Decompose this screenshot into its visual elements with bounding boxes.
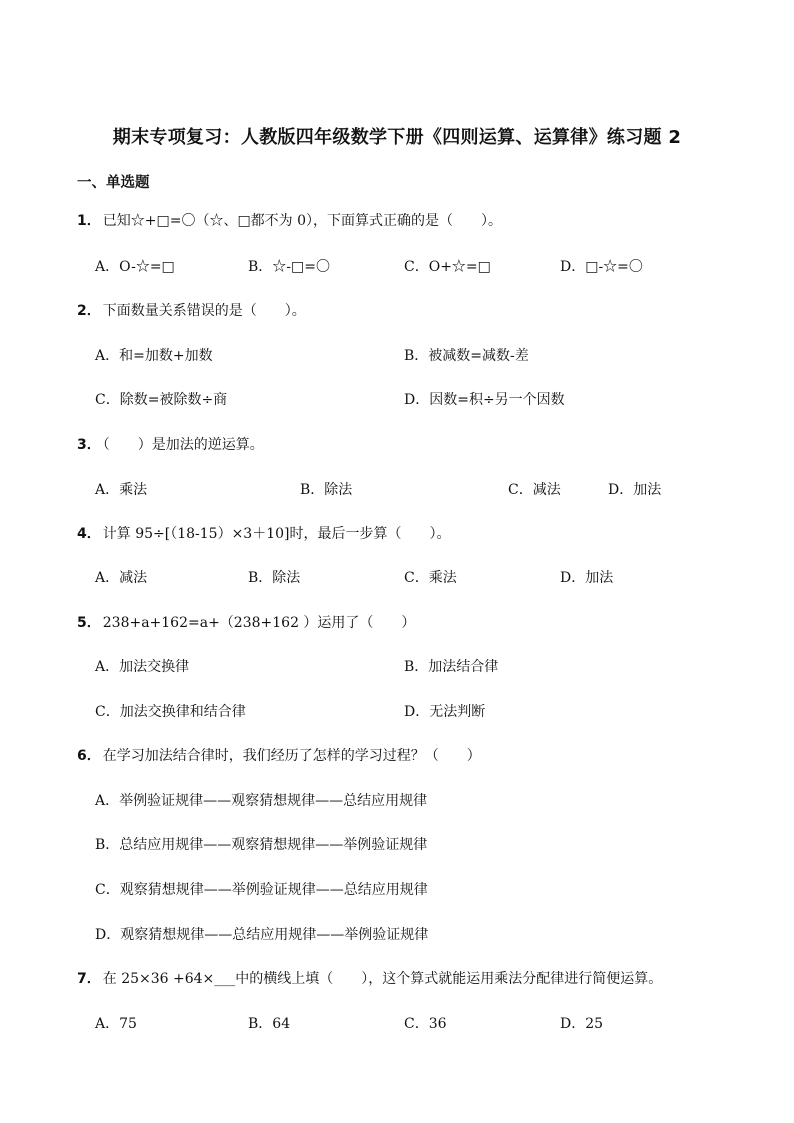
question-4 <box>77 523 450 543</box>
question-text: 在学习加法结合律时，我们经历了怎样的学习过程？（ ） <box>102 748 481 764</box>
q7-option-d[interactable]: D．25 <box>560 1016 604 1032</box>
question-2 <box>77 300 306 320</box>
question-text: 计算 95÷[（18-15）×3＋10]时，最后一步算（ ）。 <box>102 526 451 542</box>
question-number: 6． <box>77 748 101 764</box>
q1-option-b[interactable]: B．☆-□=〇 <box>248 259 330 275</box>
q5-option-d[interactable]: D．无法判断 <box>404 704 486 720</box>
question-number: 1． <box>77 213 101 229</box>
q3-option-b[interactable]: B．除法 <box>300 482 353 498</box>
question-text: （ ）是加法的逆运算。 <box>102 437 264 453</box>
section-heading: 一、单选题 <box>77 175 150 191</box>
q3-option-a[interactable]: A．乘法 <box>95 482 148 498</box>
question-7 <box>77 968 662 988</box>
question-text: 已知☆+□=〇（☆、□都不为 0），下面算式正确的是（ ）。 <box>102 213 503 229</box>
q4-option-d[interactable]: D．加法 <box>560 570 614 586</box>
q6-option-a[interactable]: A．举例验证规律——观察猜想规律——总结应用规律 <box>95 793 428 809</box>
question-number: 4． <box>77 526 101 542</box>
question-number: 5． <box>77 615 101 631</box>
page-title: 期末专项复习：人教版四年级数学下册《四则运算、运算律》练习题 2 <box>112 127 682 148</box>
q4-option-a[interactable]: A．减法 <box>95 570 148 586</box>
question-number: 3． <box>77 437 101 453</box>
q1-option-c[interactable]: C．O+☆=□ <box>404 259 491 275</box>
q1-option-a[interactable]: A．O-☆=□ <box>95 259 175 275</box>
q7-option-a[interactable]: A．75 <box>95 1016 137 1032</box>
q1-option-d[interactable]: D．□-☆=〇 <box>560 259 643 275</box>
question-1 <box>77 210 502 230</box>
question-text: 238+a+162=a+（238+162 ）运用了（ ） <box>102 615 416 631</box>
q6-option-b[interactable]: B．总结应用规律——观察猜想规律——举例验证规律 <box>95 837 428 853</box>
q6-option-c[interactable]: C．观察猜想规律——举例验证规律——总结应用规律 <box>95 882 428 898</box>
question-text: 在 25×36 +64×___中的横线上填（ ），这个算式就能运用乘法分配律进行简便运算。 <box>102 971 663 987</box>
question-5 <box>77 612 415 632</box>
q5-option-c[interactable]: C．加法交换律和结合律 <box>95 704 246 720</box>
question-number: 2． <box>77 303 101 319</box>
question-3 <box>77 434 264 454</box>
q3-option-c[interactable]: C．减法 <box>508 482 561 498</box>
q5-option-a[interactable]: A．加法交换律 <box>95 659 190 675</box>
q7-option-c[interactable]: C．36 <box>404 1016 447 1032</box>
q5-option-b[interactable]: B．加法结合律 <box>404 659 499 675</box>
q2-option-a[interactable]: A．和=加数+加数 <box>95 348 213 364</box>
q2-option-b[interactable]: B．被减数=减数-差 <box>404 348 529 364</box>
q2-option-d[interactable]: D．因数=积÷另一个因数 <box>404 392 565 408</box>
q7-option-b[interactable]: B．64 <box>248 1016 291 1032</box>
question-6 <box>77 745 481 765</box>
q3-option-d[interactable]: D．加法 <box>608 482 662 498</box>
q4-option-c[interactable]: C．乘法 <box>404 570 457 586</box>
q4-option-b[interactable]: B．除法 <box>248 570 301 586</box>
question-number: 7． <box>77 971 101 987</box>
q6-option-d[interactable]: D．观察猜想规律——总结应用规律——举例验证规律 <box>95 927 429 943</box>
question-text: 下面数量关系错误的是（ ）。 <box>102 303 306 319</box>
q2-option-c[interactable]: C．除数=被除数÷商 <box>95 392 228 408</box>
